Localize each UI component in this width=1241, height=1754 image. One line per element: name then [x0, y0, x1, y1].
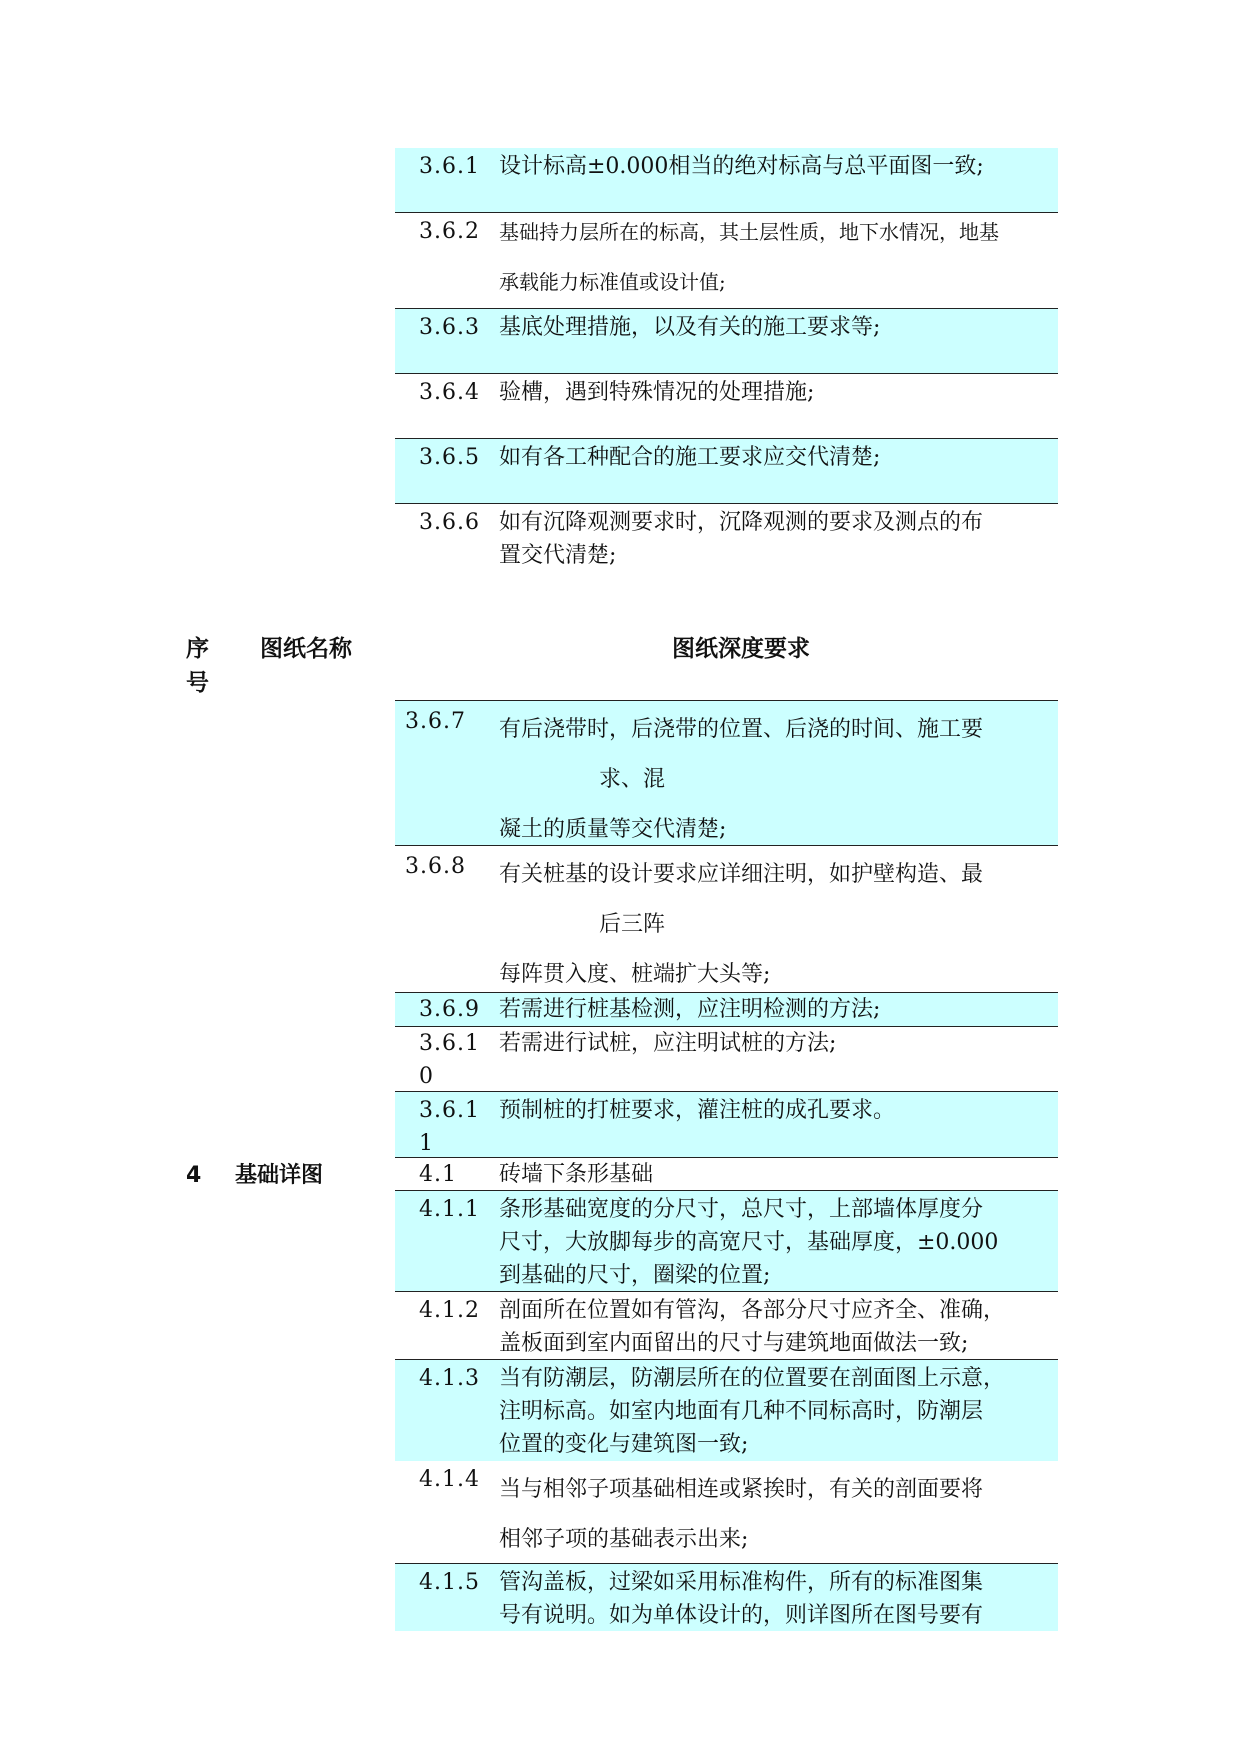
table-row: [395, 374, 1058, 439]
item-text: 砖墙下条形基础: [499, 1162, 654, 1187]
table-row: [395, 1292, 1058, 1360]
item-number: 3.6.6: [419, 510, 480, 535]
item-number: 3.6.11: [419, 1098, 480, 1156]
section-name: 基础详图: [235, 1163, 324, 1188]
item-text: 尺寸，大放脚每步的高宽尺寸，基础厚度，±0.000: [499, 1230, 999, 1255]
item-text: 后三阵: [599, 912, 666, 937]
item-text: 每阵贯入度、桩端扩大头等;: [499, 962, 771, 987]
item-text: 注明标高。如室内地面有几种不同标高时，防潮层: [499, 1399, 984, 1424]
item-number: 4.1.4: [419, 1467, 480, 1492]
item-number: 4.1.5: [419, 1570, 480, 1595]
item-text: 当与相邻子项基础相连或紧挨时，有关的剖面要将: [499, 1477, 984, 1502]
table-row: [395, 309, 1058, 374]
table-row: [395, 213, 1058, 309]
item-number: 3.6.2: [419, 219, 480, 244]
table-row: [395, 504, 1058, 574]
item-text: 设计标高±0.000相当的绝对标高与总平面图一致;: [499, 154, 984, 179]
table-row: [395, 439, 1058, 504]
item-text: 盖板面到室内面留出的尺寸与建筑地面做法一致;: [499, 1331, 969, 1356]
item-text: 置交代清楚;: [499, 543, 617, 568]
item-text: 承载能力标准值或设计值;: [499, 270, 726, 294]
item-text: 有后浇带时，后浇带的位置、后浇的时间、施工要: [499, 717, 984, 742]
table-row: [395, 700, 1058, 846]
table-row: [395, 148, 1058, 213]
item-number: 3.6.1: [419, 154, 480, 179]
item-text: 条形基础宽度的分尺寸，总尺寸，上部墙体厚度分: [499, 1197, 984, 1222]
table-row: [395, 1158, 1058, 1191]
item-text: 号有说明。如为单体设计的，则详图所在图号要有: [499, 1603, 984, 1628]
item-text: 若需进行试桩，应注明试桩的方法;: [499, 1031, 837, 1056]
item-number: 3.6.5: [419, 445, 480, 470]
item-text: 求、混: [599, 767, 666, 792]
item-text: 基底处理措施，以及有关的施工要求等;: [499, 315, 881, 340]
item-text: 预制桩的打桩要求，灌注桩的成孔要求。: [499, 1098, 896, 1123]
item-number: 3.6.10: [419, 1031, 480, 1089]
item-text: 剖面所在位置如有管沟，各部分尺寸应齐全、准确，: [499, 1298, 1006, 1323]
item-text: 若需进行桩基检测，应注明检测的方法;: [499, 997, 881, 1022]
table-row: [395, 1191, 1058, 1292]
item-text: 位置的变化与建筑图一致;: [499, 1432, 749, 1457]
item-number: 4.1.1: [419, 1197, 480, 1222]
item-text: 相邻子项的基础表示出来;: [499, 1527, 749, 1552]
item-number: 3.6.3: [419, 315, 480, 340]
item-text: 验槽，遇到特殊情况的处理措施;: [499, 380, 815, 405]
item-number: 3.6.9: [419, 997, 480, 1022]
table-row: [395, 1564, 1058, 1631]
table-row: [395, 846, 1058, 993]
header-requirement: 图纸深度要求: [672, 636, 810, 662]
item-text: 当有防潮层，防潮层所在的位置要在剖面图上示意，: [499, 1366, 1006, 1391]
item-number: 3.6.8: [405, 854, 466, 879]
item-number: 4.1.3: [419, 1366, 480, 1391]
item-text: 如有沉降观测要求时，沉降观测的要求及测点的布: [499, 510, 984, 535]
item-text: 凝土的质量等交代清楚;: [499, 817, 727, 842]
item-text: 管沟盖板，过梁如采用标准构件，所有的标准图集: [499, 1570, 984, 1595]
header-drawing-name: 图纸名称: [260, 636, 352, 662]
item-number: 3.6.4: [419, 380, 480, 405]
table-row: [395, 1461, 1058, 1564]
table-row: [395, 1092, 1058, 1158]
item-number: 4.1: [419, 1162, 457, 1187]
item-text: 基础持力层所在的标高，其土层性质，地下水情况，地基: [499, 220, 999, 244]
table-row: [395, 993, 1058, 1027]
header-seq: 序号: [186, 636, 209, 696]
table-row: [395, 1360, 1058, 1461]
item-number: 4.1.2: [419, 1298, 480, 1323]
section-number: 4: [186, 1163, 202, 1188]
item-text: 到基础的尺寸，圈梁的位置;: [499, 1263, 771, 1288]
item-number: 3.6.7: [405, 709, 466, 734]
table-row: [395, 1027, 1058, 1092]
item-text: 如有各工种配合的施工要求应交代清楚;: [499, 445, 881, 470]
item-text: 有关桩基的设计要求应详细注明，如护壁构造、最: [499, 862, 984, 887]
